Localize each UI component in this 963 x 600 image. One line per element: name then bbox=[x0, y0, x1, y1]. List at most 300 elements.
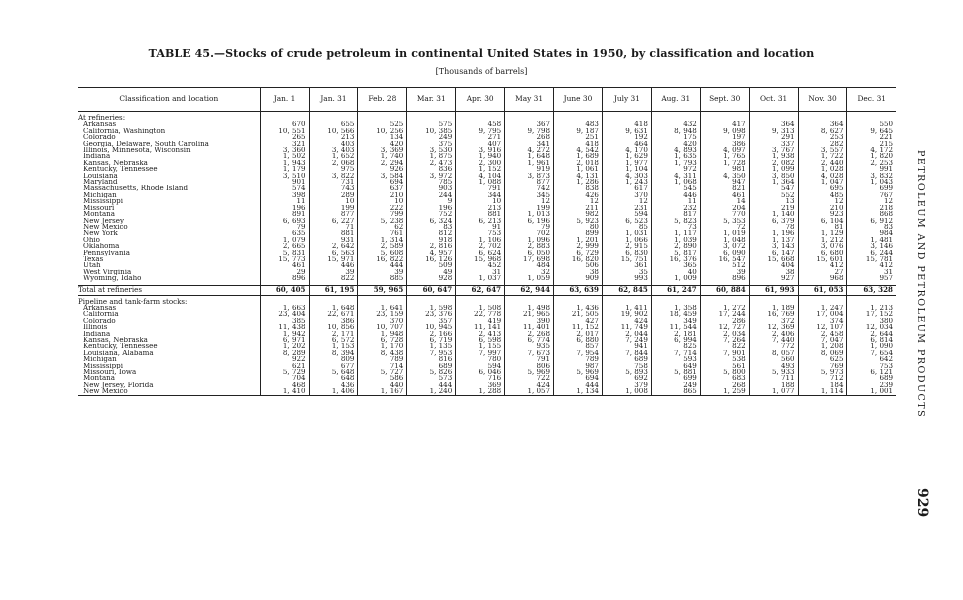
value-cell: 683 bbox=[700, 375, 749, 381]
value-cell: 2, 458 bbox=[798, 331, 847, 337]
value-cell: 8, 394 bbox=[309, 350, 358, 356]
value-cell: 12, 727 bbox=[700, 324, 749, 330]
value-cell: 7, 047 bbox=[798, 337, 847, 343]
value-cell: 1, 117 bbox=[651, 230, 700, 236]
value-cell: 253 bbox=[798, 134, 847, 140]
value-cell: 424 bbox=[505, 382, 554, 388]
empty-cell bbox=[407, 112, 456, 122]
value-cell: 617 bbox=[602, 185, 651, 191]
value-cell: 586 bbox=[358, 375, 407, 381]
value-cell: 2, 253 bbox=[847, 160, 896, 166]
value-cell: 7, 844 bbox=[602, 350, 651, 356]
value-cell: 714 bbox=[358, 363, 407, 369]
value-cell: 8, 289 bbox=[260, 350, 309, 356]
value-cell: 10 bbox=[309, 198, 358, 204]
value-cell: 3, 143 bbox=[749, 243, 798, 249]
value-cell: 83 bbox=[407, 224, 456, 230]
value-cell: 12, 107 bbox=[798, 324, 847, 330]
value-cell: 780 bbox=[456, 356, 505, 362]
header-row bbox=[78, 88, 896, 112]
value-cell: 16, 547 bbox=[700, 256, 749, 262]
value-cell: 4, 097 bbox=[700, 147, 749, 153]
value-cell: 62 bbox=[358, 224, 407, 230]
value-cell: 6, 563 bbox=[309, 250, 358, 256]
value-cell: 689 bbox=[602, 356, 651, 362]
value-cell: 418 bbox=[554, 141, 603, 147]
row-label: Montana bbox=[83, 375, 115, 382]
value-cell: 923 bbox=[798, 211, 847, 217]
row-label: New York bbox=[83, 230, 118, 237]
value-cell: 816 bbox=[407, 356, 456, 362]
value-cell: 1, 155 bbox=[456, 343, 505, 349]
value-cell: 2, 166 bbox=[407, 331, 456, 337]
value-cell: 3, 403 bbox=[309, 147, 358, 153]
value-cell: 15, 601 bbox=[798, 256, 847, 262]
value-cell: 12 bbox=[505, 198, 554, 204]
value-cell: 5, 238 bbox=[358, 218, 407, 224]
column-header: Mar. 31 bbox=[407, 88, 456, 112]
value-cell: 464 bbox=[602, 141, 651, 147]
value-cell: 251 bbox=[554, 134, 603, 140]
value-cell: 10, 566 bbox=[309, 128, 358, 134]
value-cell: 1, 202 bbox=[260, 343, 309, 349]
value-cell: 6, 729 bbox=[554, 250, 603, 256]
value-cell: 648 bbox=[309, 375, 358, 381]
value-cell: 8, 627 bbox=[798, 128, 847, 134]
value-cell: 1, 037 bbox=[456, 275, 505, 281]
row-label: Arkansas bbox=[83, 304, 117, 312]
value-cell: 742 bbox=[505, 185, 554, 191]
value-cell: 81 bbox=[798, 224, 847, 230]
value-cell: 3, 767 bbox=[749, 147, 798, 153]
value-cell: 928 bbox=[407, 275, 456, 281]
value-cell: 365 bbox=[651, 262, 700, 268]
value-cell: 635 bbox=[260, 230, 309, 236]
value-cell: 919 bbox=[505, 166, 554, 172]
value-cell: 9, 313 bbox=[749, 128, 798, 134]
value-cell: 1, 213 bbox=[847, 305, 896, 311]
value-cell: 1, 652 bbox=[309, 153, 358, 159]
value-cell: 594 bbox=[602, 211, 651, 217]
value-cell: 865 bbox=[651, 388, 700, 395]
value-cell: 1, 135 bbox=[407, 343, 456, 349]
row-label: Michigan bbox=[83, 356, 117, 363]
value-cell: 2, 644 bbox=[847, 331, 896, 337]
value-cell: 7, 954 bbox=[554, 350, 603, 356]
value-cell: 1, 090 bbox=[847, 343, 896, 349]
value-cell: 806 bbox=[505, 363, 554, 369]
value-cell: 268 bbox=[700, 382, 749, 388]
column-header: Jan. 31 bbox=[309, 88, 358, 112]
value-cell: 5, 817 bbox=[651, 250, 700, 256]
value-cell: 1, 008 bbox=[602, 388, 651, 395]
value-cell: 5, 933 bbox=[749, 369, 798, 375]
value-cell: 2, 440 bbox=[798, 160, 847, 166]
column-header: Jan. 1 bbox=[260, 88, 309, 112]
value-cell: 461 bbox=[260, 262, 309, 268]
value-cell: 2, 999 bbox=[554, 243, 603, 249]
table-subtitle: [Thousands of barrels] bbox=[435, 67, 528, 76]
row-label: Colorado bbox=[83, 134, 116, 141]
value-cell: 17, 004 bbox=[798, 311, 847, 317]
empty-cell bbox=[700, 295, 749, 305]
value-cell: 63, 328 bbox=[847, 285, 896, 295]
value-cell: 21, 965 bbox=[505, 311, 554, 317]
row-label: New Mexico bbox=[83, 223, 128, 231]
value-cell: 4, 272 bbox=[505, 147, 554, 153]
row-label: Louisiana, Alabama bbox=[83, 349, 154, 357]
value-cell: 134 bbox=[358, 134, 407, 140]
column-header: June 30 bbox=[554, 88, 603, 112]
value-cell: 2, 665 bbox=[260, 243, 309, 249]
value-cell: 2, 413 bbox=[456, 331, 505, 337]
value-cell: 60, 405 bbox=[260, 285, 309, 295]
value-cell: 188 bbox=[749, 382, 798, 388]
value-cell: 1, 436 bbox=[554, 305, 603, 311]
value-cell: 899 bbox=[554, 230, 603, 236]
value-cell: 2, 181 bbox=[651, 331, 700, 337]
value-cell: 14 bbox=[700, 198, 749, 204]
value-cell: 232 bbox=[651, 205, 700, 211]
value-cell: 407 bbox=[456, 141, 505, 147]
value-cell: 972 bbox=[651, 166, 700, 172]
value-cell: 2, 406 bbox=[749, 331, 798, 337]
empty-cell bbox=[798, 112, 847, 122]
value-cell: 23, 376 bbox=[407, 311, 456, 317]
value-cell: 1, 938 bbox=[749, 153, 798, 159]
value-cell: 2, 294 bbox=[358, 160, 407, 166]
value-cell: 440 bbox=[358, 382, 407, 388]
row-label: Missouri, Iowa bbox=[83, 369, 137, 376]
value-cell: 417 bbox=[700, 121, 749, 127]
value-cell: 29 bbox=[260, 269, 309, 275]
row-label: Indiana bbox=[83, 330, 111, 337]
value-cell: 6, 324 bbox=[407, 218, 456, 224]
empty-cell bbox=[260, 112, 309, 122]
value-cell: 184 bbox=[798, 382, 847, 388]
value-cell: 35 bbox=[602, 269, 651, 275]
row-label: Utah bbox=[83, 262, 101, 269]
value-cell: 6, 523 bbox=[602, 218, 651, 224]
value-cell: 722 bbox=[505, 375, 554, 381]
value-cell: 370 bbox=[602, 192, 651, 198]
value-cell: 426 bbox=[554, 192, 603, 198]
value-cell: 219 bbox=[749, 205, 798, 211]
value-cell: 5, 826 bbox=[407, 369, 456, 375]
value-cell: 1, 019 bbox=[700, 230, 749, 236]
row-label: New Jersey, Florida bbox=[83, 381, 154, 389]
row-label: Michigan bbox=[83, 191, 117, 199]
value-cell: 2, 473 bbox=[407, 160, 456, 166]
value-cell: 7, 901 bbox=[700, 350, 749, 356]
value-cell: 821 bbox=[700, 185, 749, 191]
value-cell: 7, 953 bbox=[407, 350, 456, 356]
value-cell: 1, 406 bbox=[309, 388, 358, 395]
value-cell: 770 bbox=[700, 211, 749, 217]
value-cell: 215 bbox=[847, 141, 896, 147]
value-cell: 1, 059 bbox=[505, 275, 554, 281]
row-label: Total at refineries bbox=[78, 285, 260, 295]
value-cell: 2, 589 bbox=[358, 243, 407, 249]
value-cell: 78 bbox=[749, 224, 798, 230]
empty-cell bbox=[309, 112, 358, 122]
value-cell: 379 bbox=[602, 382, 651, 388]
value-cell: 621 bbox=[260, 363, 309, 369]
value-cell: 1, 272 bbox=[700, 305, 749, 311]
value-cell: 32 bbox=[505, 269, 554, 275]
value-cell: 61, 247 bbox=[651, 285, 700, 295]
value-cell: 6, 046 bbox=[456, 369, 505, 375]
value-cell: 1, 009 bbox=[651, 275, 700, 281]
value-cell: 538 bbox=[700, 356, 749, 362]
value-cell: 199 bbox=[309, 205, 358, 211]
value-cell: 2, 890 bbox=[651, 243, 700, 249]
value-cell: 731 bbox=[309, 179, 358, 185]
value-cell: 403 bbox=[309, 141, 358, 147]
value-cell: 575 bbox=[407, 121, 456, 127]
value-cell: 8, 057 bbox=[749, 350, 798, 356]
value-cell: 249 bbox=[407, 134, 456, 140]
empty-cell bbox=[749, 112, 798, 122]
value-cell: 345 bbox=[505, 192, 554, 198]
empty-cell bbox=[798, 295, 847, 305]
value-cell: 10, 385 bbox=[407, 128, 456, 134]
value-cell: 3, 584 bbox=[358, 173, 407, 179]
value-cell: 836 bbox=[407, 166, 456, 172]
value-cell: 1, 820 bbox=[847, 153, 896, 159]
value-cell: 1, 048 bbox=[700, 237, 749, 243]
value-cell: 1, 088 bbox=[456, 179, 505, 185]
value-cell: 444 bbox=[407, 382, 456, 388]
value-cell: 390 bbox=[505, 318, 554, 324]
value-cell: 926 bbox=[358, 166, 407, 172]
value-cell: 27 bbox=[798, 269, 847, 275]
row-label: Mississippi bbox=[83, 362, 123, 370]
value-cell: 16, 822 bbox=[358, 256, 407, 262]
row-label: Montana bbox=[83, 211, 115, 218]
row-label: New Jersey bbox=[83, 217, 125, 224]
empty-cell bbox=[407, 295, 456, 305]
value-cell: 412 bbox=[847, 262, 896, 268]
value-cell: 699 bbox=[651, 375, 700, 381]
table-title: TABLE 45.—Stocks of crude petroleum in continental United States in 1950, by classification and location bbox=[148, 47, 815, 60]
value-cell: 1, 498 bbox=[505, 305, 554, 311]
value-cell: 375 bbox=[407, 141, 456, 147]
value-cell: 1, 114 bbox=[798, 388, 847, 395]
value-cell: 1, 047 bbox=[798, 179, 847, 185]
value-cell: 3, 850 bbox=[749, 173, 798, 179]
value-cell: 1, 189 bbox=[749, 305, 798, 311]
value-cell: 341 bbox=[505, 141, 554, 147]
value-cell: 1, 077 bbox=[749, 388, 798, 395]
column-header: Apr. 30 bbox=[456, 88, 505, 112]
value-cell: 2, 034 bbox=[700, 331, 749, 337]
value-cell: 1, 001 bbox=[847, 388, 896, 395]
value-cell: 71 bbox=[309, 224, 358, 230]
value-cell: 286 bbox=[700, 318, 749, 324]
value-cell: 60, 884 bbox=[700, 285, 749, 295]
value-cell: 694 bbox=[554, 375, 603, 381]
value-cell: 1, 689 bbox=[554, 153, 603, 159]
value-cell: 1, 598 bbox=[407, 305, 456, 311]
value-cell: 1, 940 bbox=[456, 153, 505, 159]
value-cell: 12 bbox=[554, 198, 603, 204]
value-cell: 4, 542 bbox=[554, 147, 603, 153]
value-cell: 993 bbox=[602, 275, 651, 281]
value-cell: 822 bbox=[309, 275, 358, 281]
value-cell: 1, 247 bbox=[798, 305, 847, 311]
value-cell: 909 bbox=[554, 275, 603, 281]
value-cell: 398 bbox=[260, 192, 309, 198]
value-cell: 3, 369 bbox=[358, 147, 407, 153]
value-cell: 12 bbox=[847, 198, 896, 204]
value-cell: 10, 256 bbox=[358, 128, 407, 134]
value-cell: 19, 902 bbox=[602, 311, 651, 317]
value-cell: 982 bbox=[554, 211, 603, 217]
value-cell: 877 bbox=[309, 211, 358, 217]
value-cell: 758 bbox=[602, 363, 651, 369]
value-cell: 62, 647 bbox=[456, 285, 505, 295]
value-cell: 1, 134 bbox=[554, 388, 603, 395]
value-cell: 385 bbox=[260, 318, 309, 324]
value-cell: 5, 353 bbox=[700, 218, 749, 224]
row-label: Georgia, Delaware, South Carolina bbox=[83, 140, 209, 148]
value-cell: 1, 201 bbox=[554, 237, 603, 243]
row-label: Oklahoma bbox=[83, 243, 120, 250]
value-cell: 1, 061 bbox=[554, 166, 603, 172]
value-cell: 5, 969 bbox=[505, 369, 554, 375]
value-cell: 1, 481 bbox=[847, 237, 896, 243]
value-cell: 6, 830 bbox=[602, 250, 651, 256]
value-cell: 1, 259 bbox=[700, 388, 749, 395]
value-cell: 11, 141 bbox=[456, 324, 505, 330]
value-cell: 3, 510 bbox=[260, 173, 309, 179]
value-cell: 6, 227 bbox=[309, 218, 358, 224]
value-cell: 9, 795 bbox=[456, 128, 505, 134]
value-cell: 809 bbox=[309, 356, 358, 362]
value-cell: 3, 530 bbox=[407, 147, 456, 153]
value-cell: 3, 146 bbox=[847, 243, 896, 249]
value-cell: 1, 013 bbox=[505, 211, 554, 217]
value-cell: 271 bbox=[456, 134, 505, 140]
value-cell: 901 bbox=[260, 179, 309, 185]
value-cell: 7, 264 bbox=[700, 337, 749, 343]
value-cell: 1, 153 bbox=[309, 343, 358, 349]
value-cell: 1, 948 bbox=[358, 331, 407, 337]
value-cell: 825 bbox=[651, 343, 700, 349]
value-cell: 38 bbox=[749, 269, 798, 275]
value-cell: 9, 798 bbox=[505, 128, 554, 134]
value-cell: 3, 557 bbox=[798, 147, 847, 153]
value-cell: 8, 438 bbox=[358, 350, 407, 356]
value-cell: 506 bbox=[554, 262, 603, 268]
value-cell: 3, 072 bbox=[700, 243, 749, 249]
value-cell: 1, 196 bbox=[749, 230, 798, 236]
value-cell: 699 bbox=[847, 185, 896, 191]
value-cell: 444 bbox=[358, 262, 407, 268]
value-cell: 231 bbox=[602, 205, 651, 211]
value-cell: 8, 069 bbox=[798, 350, 847, 356]
value-cell: 4, 350 bbox=[700, 173, 749, 179]
row-label: Illinois bbox=[83, 324, 108, 331]
value-cell: 957 bbox=[847, 275, 896, 281]
value-cell: 15, 971 bbox=[309, 256, 358, 262]
value-cell: 1, 793 bbox=[651, 160, 700, 166]
value-cell: 420 bbox=[358, 141, 407, 147]
value-cell: 18, 459 bbox=[651, 311, 700, 317]
row-label: Colorado bbox=[83, 317, 116, 325]
row-label: California bbox=[83, 311, 119, 318]
value-cell: 752 bbox=[407, 211, 456, 217]
value-cell: 268 bbox=[505, 134, 554, 140]
value-cell: 4, 170 bbox=[602, 147, 651, 153]
value-cell: 321 bbox=[260, 141, 309, 147]
value-cell: 1, 243 bbox=[602, 179, 651, 185]
value-cell: 702 bbox=[505, 230, 554, 236]
value-cell: 61, 053 bbox=[798, 285, 847, 295]
value-cell: 11 bbox=[260, 198, 309, 204]
value-cell: 918 bbox=[407, 237, 456, 243]
value-cell: 789 bbox=[358, 356, 407, 362]
value-cell: 461 bbox=[700, 192, 749, 198]
column-header: May 31 bbox=[505, 88, 554, 112]
empty-cell bbox=[554, 295, 603, 305]
value-cell: 2, 268 bbox=[505, 331, 554, 337]
value-cell: 753 bbox=[847, 363, 896, 369]
column-header: Aug. 31 bbox=[651, 88, 700, 112]
value-cell: 432 bbox=[651, 121, 700, 127]
value-cell: 5, 823 bbox=[651, 218, 700, 224]
value-cell: 5, 969 bbox=[554, 369, 603, 375]
value-cell: 649 bbox=[651, 363, 700, 369]
value-cell: 175 bbox=[651, 134, 700, 140]
value-cell: 903 bbox=[407, 185, 456, 191]
value-cell: 791 bbox=[505, 356, 554, 362]
value-cell: 10 bbox=[358, 198, 407, 204]
value-cell: 83 bbox=[847, 224, 896, 230]
value-cell: 560 bbox=[749, 356, 798, 362]
empty-cell bbox=[847, 295, 896, 305]
value-cell: 485 bbox=[798, 192, 847, 198]
value-cell: 1, 208 bbox=[798, 343, 847, 349]
column-header: Dec. 31 bbox=[847, 88, 896, 112]
value-cell: 446 bbox=[309, 262, 358, 268]
value-cell: 5, 727 bbox=[358, 369, 407, 375]
value-cell: 785 bbox=[407, 179, 456, 185]
value-cell: 483 bbox=[554, 121, 603, 127]
value-cell: 22, 671 bbox=[309, 311, 358, 317]
value-cell: 374 bbox=[798, 318, 847, 324]
row-label: California, Washington bbox=[83, 127, 166, 135]
empty-cell bbox=[700, 112, 749, 122]
value-cell: 244 bbox=[407, 192, 456, 198]
value-cell: 573 bbox=[407, 375, 456, 381]
value-cell: 17, 698 bbox=[505, 256, 554, 262]
empty-cell bbox=[554, 112, 603, 122]
value-cell: 412 bbox=[798, 262, 847, 268]
value-cell: 767 bbox=[847, 192, 896, 198]
value-cell: 5, 800 bbox=[700, 369, 749, 375]
value-cell: 545 bbox=[651, 185, 700, 191]
value-cell: 49 bbox=[407, 269, 456, 275]
value-cell: 79 bbox=[260, 224, 309, 230]
value-cell: 931 bbox=[309, 237, 358, 243]
value-cell: 7, 997 bbox=[456, 350, 505, 356]
value-cell: 364 bbox=[749, 121, 798, 127]
value-cell: 4, 893 bbox=[651, 147, 700, 153]
value-cell: 419 bbox=[456, 318, 505, 324]
value-cell: 4, 131 bbox=[554, 173, 603, 179]
